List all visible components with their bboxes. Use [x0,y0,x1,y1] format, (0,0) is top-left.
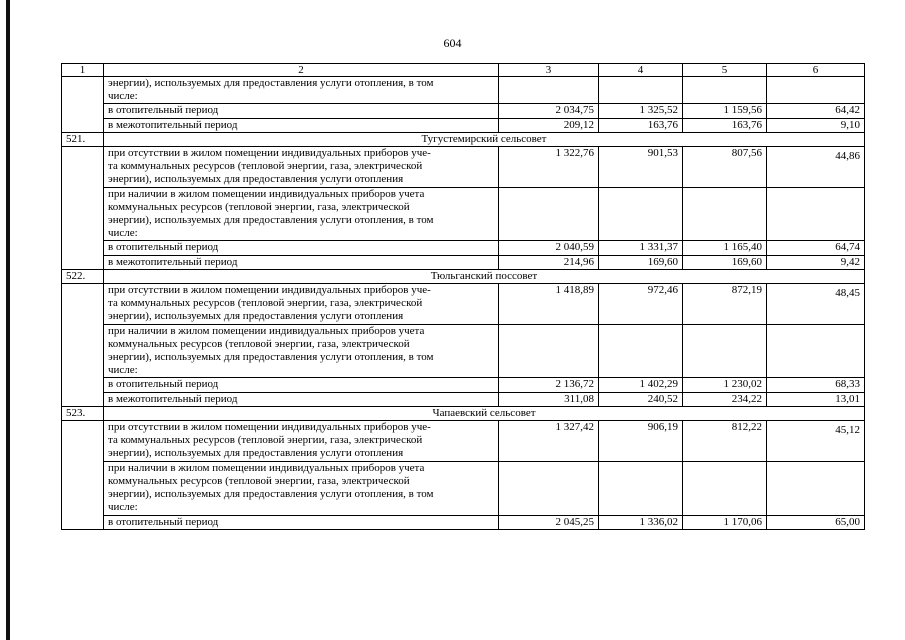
column-number-row [62,64,865,77]
text-line: энергии), используемых для предоставления услуги отопления, в том [108,351,434,364]
value-cell: 1 336,02 [599,515,683,529]
value-cell [683,324,767,378]
value-cell: 2 034,75 [499,104,599,118]
value-cell: 1 325,52 [599,104,683,118]
column-number: 6 [767,64,865,77]
tariff-table [61,63,865,530]
value-cell: 64,42 [767,104,865,118]
section-number: 522. [62,269,104,283]
value-cell: 65,00 [767,515,865,529]
value-cell: 1 230,02 [683,378,767,392]
value-cell [499,77,599,104]
table-row [62,104,865,118]
value-cell: 44,86 [767,147,865,188]
period-label: в отопительный период [104,378,499,392]
value-cell [599,461,683,515]
period-label: в отопительный период [104,241,499,255]
value-cell: 1 322,76 [499,147,599,188]
text-line: числе: [108,90,138,103]
value-cell [683,461,767,515]
table-row [62,118,865,132]
value-cell [767,324,865,378]
text-line: числе: [108,227,138,240]
section-header-row [62,132,865,146]
text-line: та коммунальных ресурсов (тепловой энергии, газа, электрической [108,297,423,310]
description-cell [104,77,499,104]
value-cell: 68,33 [767,378,865,392]
description-cell [104,421,499,462]
table-row [62,392,865,406]
table-row [62,255,865,269]
period-label: в межотопительный период [104,118,499,132]
period-label: в отопительный период [104,104,499,118]
value-cell: 1 159,56 [683,104,767,118]
value-cell [683,77,767,104]
row-number-cell [62,421,104,530]
value-cell [767,461,865,515]
value-cell: 812,22 [683,421,767,462]
section-title: Тугустемирский сельсовет [104,132,865,146]
text-line: энергии), используемых для предоставления услуги отопления [108,173,404,186]
value-cell: 1 327,42 [499,421,599,462]
value-cell: 169,60 [599,255,683,269]
table-row [62,324,865,378]
value-cell: 901,53 [599,147,683,188]
value-cell: 163,76 [683,118,767,132]
value-cell: 45,12 [767,421,865,462]
section-number: 523. [62,406,104,420]
value-cell: 48,45 [767,284,865,325]
period-label: в отопительный период [104,515,499,529]
description-cell [104,187,499,241]
text-line: энергии), используемых для предоставления услуги отопления [108,447,404,460]
text-line: при наличии в жилом помещении индивидуальных приборов учета [108,324,425,337]
table-row [62,241,865,255]
table-row [62,515,865,529]
value-cell: 2 136,72 [499,378,599,392]
column-number: 5 [683,64,767,77]
text-line: коммунальных ресурсов (тепловой энергии, газа, электрической [108,474,410,487]
value-cell: 972,46 [599,284,683,325]
text-line: энергии), используемых для предоставления услуги отопления, в том [108,77,434,89]
column-number: 3 [499,64,599,77]
value-cell: 2 045,25 [499,515,599,529]
text-line: энергии), используемых для предоставления услуги отопления, в том [108,488,434,501]
value-cell [599,187,683,241]
value-cell: 234,22 [683,392,767,406]
description-cell [104,147,499,188]
value-cell: 209,12 [499,118,599,132]
value-cell: 9,42 [767,255,865,269]
description-cell [104,284,499,325]
description-cell [104,461,499,515]
value-cell: 169,60 [683,255,767,269]
value-cell: 2 040,59 [499,241,599,255]
value-cell [599,77,683,104]
table-row [62,187,865,241]
value-cell: 311,08 [499,392,599,406]
value-cell: 9,10 [767,118,865,132]
value-cell [767,77,865,104]
text-line: коммунальных ресурсов (тепловой энергии, газа, электрической [108,337,410,350]
value-cell [599,324,683,378]
text-line: та коммунальных ресурсов (тепловой энергии, газа, электрической [108,434,423,447]
value-cell: 1 331,37 [599,241,683,255]
text-line: числе: [108,364,138,377]
text-line: та коммунальных ресурсов (тепловой энергии, газа, электрической [108,160,423,173]
scan-edge-shadow [6,0,10,640]
value-cell [683,187,767,241]
text-line: при наличии в жилом помещении индивидуальных приборов учета [108,187,425,200]
value-cell: 807,56 [683,147,767,188]
column-number: 2 [104,64,499,77]
row-number-cell [62,284,104,407]
section-title: Тюльганский поссовет [104,269,865,283]
value-cell: 240,52 [599,392,683,406]
value-cell [499,187,599,241]
period-label: в межотопительный период [104,392,499,406]
section-title: Чапаевский сельсовет [104,406,865,420]
value-cell: 64,74 [767,241,865,255]
section-number: 521. [62,132,104,146]
column-number: 1 [62,64,104,77]
value-cell: 872,19 [683,284,767,325]
row-number-cell [62,77,104,133]
page-number: 604 [443,36,462,50]
table-row [62,147,865,188]
text-line: числе: [108,501,138,514]
text-line: при отсутствии в жилом помещении индивидуальных приборов уче- [108,284,431,297]
section-header-row [62,406,865,420]
value-cell: 13,01 [767,392,865,406]
description-cell [104,324,499,378]
value-cell: 1 418,89 [499,284,599,325]
value-cell: 906,19 [599,421,683,462]
column-number: 4 [599,64,683,77]
value-cell: 1 402,29 [599,378,683,392]
value-cell: 214,96 [499,255,599,269]
text-line: при наличии в жилом помещении индивидуальных приборов учета [108,461,425,474]
value-cell: 1 165,40 [683,241,767,255]
value-cell [767,187,865,241]
value-cell [499,324,599,378]
text-line: энергии), используемых для предоставления услуги отопления [108,310,404,323]
table-row [62,284,865,325]
period-label: в межотопительный период [104,255,499,269]
text-line: энергии), используемых для предоставления услуги отопления, в том [108,214,434,227]
value-cell [499,461,599,515]
text-line: коммунальных ресурсов (тепловой энергии, газа, электрической [108,200,410,213]
table-row [62,421,865,462]
row-number-cell [62,147,104,270]
table-row [62,378,865,392]
section-header-row [62,269,865,283]
text-line: при отсутствии в жилом помещении индивидуальных приборов уче- [108,147,431,160]
value-cell: 1 170,06 [683,515,767,529]
table-row [62,461,865,515]
text-line: при отсутствии в жилом помещении индивидуальных приборов уче- [108,421,431,434]
table-row [62,77,865,104]
value-cell: 163,76 [599,118,683,132]
